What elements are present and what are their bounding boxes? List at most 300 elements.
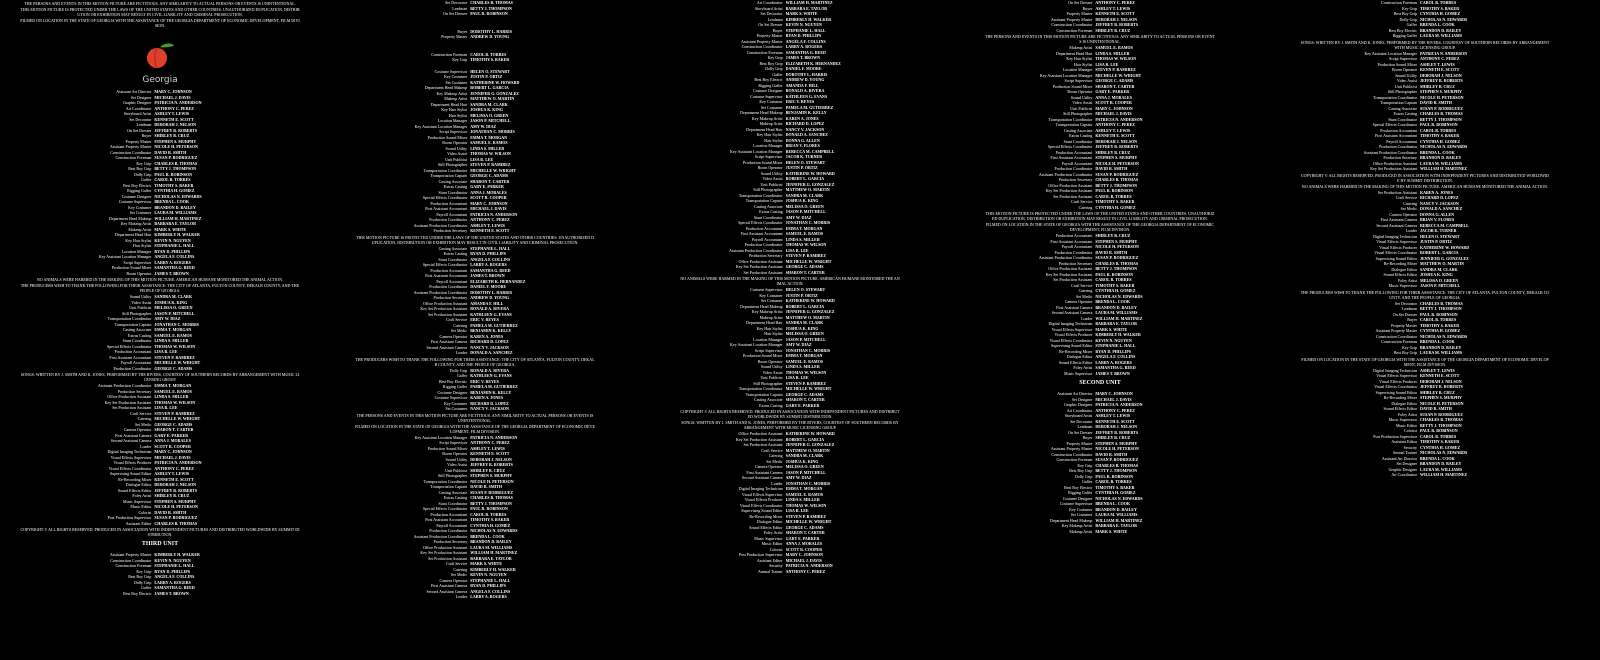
credit-name: ANGELA F. COLLINS <box>154 574 195 579</box>
credit-name: SAMUEL E. RAMOS <box>154 332 192 338</box>
credit-role: Craft Service <box>1071 199 1093 204</box>
credit-name: BARBARA E. TAYLOR <box>1095 321 1137 326</box>
credit-role: Set Production Assistant <box>428 555 468 561</box>
credit-name: STEPHEN S. MURPHY <box>1095 440 1138 446</box>
credit-role: Set Costumer <box>760 298 783 303</box>
credit-role: Key Grip <box>1402 344 1417 350</box>
credit-role: Location Manager <box>753 336 783 342</box>
credit-role: Special Effects Coordinator <box>1048 144 1093 149</box>
credit-role: Key Costumer <box>443 400 468 406</box>
credit-name: BRENDA L. COOK <box>1095 501 1130 506</box>
credit-role: Music Editor <box>761 541 783 546</box>
credit-name: JASON P. MITCHELL <box>1420 283 1461 288</box>
credit-name: JACOB K. TURNER <box>785 154 823 159</box>
credit-name: ANDREW D. YOUNG <box>785 77 825 82</box>
credit-name: EMMA T. MORGAN <box>154 383 192 388</box>
credit-role: Unit Publicist <box>445 467 468 473</box>
credit-role: First Assistant Camera <box>1380 217 1417 222</box>
credit-name: DANIEL F. MOORE <box>470 284 507 289</box>
credit-role: Department Head Hair <box>746 126 783 132</box>
credit-name: DAVID R. SMITH <box>1095 166 1128 171</box>
credit-role: Assistant Editor <box>1391 439 1417 444</box>
credit-name: NICOLE H. PETERSON <box>1420 94 1464 100</box>
credit-role: Office Production Assistant <box>1372 160 1417 166</box>
credit-name: PATRICIA N. ANDERSON <box>1095 116 1143 122</box>
credit-name: PAUL R. ROBINSON <box>1420 428 1458 433</box>
credit-name: EMMA T. MORGAN <box>470 134 508 140</box>
credit-name: DAVID R. SMITH <box>1095 451 1128 457</box>
credit-role: Script Supervisor <box>439 440 468 445</box>
credit-name: BRANDON D. BAILEY <box>154 204 196 210</box>
credit-name: AMY W. DIAZ <box>785 214 812 220</box>
credit-name: JEFFREY R. ROBERTS <box>470 462 513 467</box>
credit-name: SANDRA M. CLARK <box>154 294 193 299</box>
credit-name: ANGELA F. COLLINS <box>470 256 511 262</box>
credit-role: Camera Operator <box>439 333 468 339</box>
credit-name: LARRY A. ROGERS <box>154 579 191 585</box>
credit-name: ANDREW D. YOUNG <box>470 34 509 39</box>
credit-name: JAMES T. BROWN <box>785 55 821 60</box>
credit-role: Video Assist <box>447 151 468 156</box>
credit-name: BETTY J. THOMPSON <box>1095 468 1138 473</box>
credit-name: SUSAN P. RODRIGUEZ <box>154 155 198 160</box>
credit-role: Best Boy Grip <box>1069 468 1093 473</box>
credit-role: Set Medic <box>1400 206 1417 211</box>
credit-name: CHARLES B. THOMAS <box>470 495 513 500</box>
credit-role: Unit Publicist <box>1394 83 1417 89</box>
credit-role: Still Photographer <box>122 310 152 316</box>
credit-role: Camera Operator <box>123 427 152 432</box>
credit-role: Production Coordinator <box>429 217 468 222</box>
credit-name: SANDRA M. CLARK <box>1420 266 1458 272</box>
credits-paragraph: THE PRODUCERS WISH TO THANK THE FOLLOWING FOR THEIR ASSISTANCE: THE CITY OF ATLANTA, FULTON COUNTY, DEKALB COUNTY, AND THE PEOPLE OF GEORGIA. <box>1300 289 1550 300</box>
credit-name: GEORGE C. ADAMS <box>470 173 509 178</box>
credit-role: Sound Effects Editor <box>1383 406 1417 411</box>
credit-role: Location Manager <box>753 143 783 148</box>
credit-name: ROBERT L. GARCIA <box>785 436 825 442</box>
credit-name: RYAN D. PHILLIPS <box>154 568 190 574</box>
credit-role: Construction Coordinator <box>110 149 152 155</box>
credit-name: CHARLES B. THOMAS <box>1420 111 1463 116</box>
credit-name: KATHERINE W. HOWARD <box>785 431 835 436</box>
credit-role: Property Master <box>441 34 468 39</box>
credit-name: RONALD A. RIVERA <box>470 367 509 373</box>
credit-role: Music Supervisor <box>1388 283 1417 288</box>
credit-role: On Set Dresser <box>758 22 783 27</box>
credit-role: Dolly Grip <box>449 367 468 373</box>
credit-name: BETTY J. THOMPSON <box>1420 422 1462 428</box>
credit-name: ANTHONY C. PEREZ <box>1095 122 1135 127</box>
credit-name: MARY C. JOHNSON <box>470 200 508 206</box>
credit-role: Dialogue Editor <box>1391 266 1417 272</box>
credit-role: Key Set Production Assistant <box>735 264 783 269</box>
credit-role: Office Production Assistant <box>107 394 152 399</box>
credit-name: PATRICIA N. ANDERSON <box>1095 402 1143 407</box>
credit-name: KEVIN N. NGUYEN <box>154 237 191 243</box>
credit-role: Visual Effects Coordinator <box>1049 337 1093 343</box>
credit-name: DEBORAH J. NELSON <box>1420 378 1462 384</box>
credit-name: BRANDON D. BAILEY <box>1420 344 1462 350</box>
credit-row <box>355 57 595 63</box>
credit-role: Boom Operator <box>757 358 783 364</box>
credit-row <box>680 270 900 276</box>
credit-role: Costume Designer <box>437 389 468 395</box>
credit-name: GEORGE C. ADAMS <box>785 264 824 269</box>
credit-name: BRANDON D. BAILEY <box>1420 461 1462 466</box>
credit-role: Stunt Coordinator <box>1388 116 1417 122</box>
credit-role: Second Assistant Camera <box>741 475 783 480</box>
credit-name: LINDA S. MILLER <box>470 145 505 151</box>
credit-role: Costume Supervisor <box>434 395 468 400</box>
credit-role: Transportation Coordinator <box>423 167 468 173</box>
credit-role: Supervising Sound Editor <box>1375 255 1417 261</box>
credit-role: Best Boy Electric <box>1388 27 1417 33</box>
credit-name: MICHELLE W. WRIGHT <box>785 519 832 524</box>
credit-name: MARK S. WHITE <box>1095 528 1128 534</box>
credit-name: LAURA M. WILLIAMS <box>154 210 197 215</box>
credit-role: Still Photographer <box>1063 111 1093 116</box>
credit-name: GARY E. PARKER <box>785 402 820 408</box>
credit-role: Visual Effects Supervisor <box>110 454 152 460</box>
credit-role: Payroll Accountant <box>120 360 152 365</box>
credit-role: Graphic Designer <box>1064 402 1093 407</box>
credit-role: Unit Publicist <box>129 305 152 310</box>
credit-name: SHARON T. CARTER <box>154 427 194 432</box>
credit-role: Production Secretary <box>1383 155 1417 160</box>
credit-role: Dolly Grip <box>133 171 152 177</box>
credit-role: Sound Utility <box>1395 72 1417 78</box>
credit-role: Set Costumer <box>1070 512 1093 517</box>
credit-name: BARBARA E. TAYLOR <box>1095 523 1137 528</box>
credit-name: STEPHEN S. MURPHY <box>1420 395 1462 400</box>
credit-name: ANNA J. MORALES <box>470 189 507 195</box>
credit-role: Supervising Sound Editor <box>1375 389 1417 395</box>
credit-name: LISA R. LEE <box>785 375 809 380</box>
credit-name: SAMUEL E. RAMOS <box>785 231 824 236</box>
credit-role: Assistant Art Director <box>1381 455 1417 461</box>
credit-role: Best Boy Grip <box>128 574 152 579</box>
credit-name: KIMBERLY H. WALKER <box>154 552 200 557</box>
credit-name: JOSHUA K. KING <box>785 458 819 464</box>
credit-role: Set Designer <box>130 94 152 100</box>
credit-name: KIMBERLY H. WALKER <box>154 232 200 237</box>
credit-name: PATRICIA N. ANDERSON <box>470 434 518 440</box>
credit-role: Assistant Production Coordinator <box>729 247 783 253</box>
credit-role: Costume Supervisor <box>750 93 783 99</box>
section-heading-third-unit: THIRD UNIT <box>141 541 179 547</box>
credit-name: EMMA T. MORGAN <box>785 486 823 491</box>
credit-name: JEFFREY R. ROBERTS <box>154 127 198 133</box>
credit-name: RONALD A. RIVERA <box>785 88 825 93</box>
credit-name: JONATHAN C. MORRIS <box>785 480 831 486</box>
credit-role: Production Sound Mixer <box>427 445 468 451</box>
credit-name: CYNTHIA H. GOMEZ <box>1095 288 1136 293</box>
credit-role: Key Set Production Assistant <box>420 550 468 555</box>
credit-role: Transportation Coordinator <box>738 386 783 391</box>
credit-role: Stunt Coordinator <box>438 256 468 262</box>
credit-role: Storyboard Artist <box>123 111 152 116</box>
credit-role: Dolly Grip <box>765 66 783 71</box>
credit-role: Assistant Property Master <box>109 144 152 149</box>
credit-name: STEVEN P. RAMIREZ <box>154 354 195 360</box>
credit-name: BRANDON D. BAILEY <box>1095 304 1137 310</box>
credit-role: Transportation Captain <box>430 484 468 489</box>
credit-name: MATTHEW O. MARTIN <box>785 447 830 453</box>
credit-role: Dolly Grip <box>133 579 152 585</box>
credit-role: Key Assistant Location Manager <box>730 342 783 347</box>
credit-name: BENJAMIN K. KELLY <box>785 110 827 115</box>
credit-role: Boom Operator <box>442 140 468 145</box>
credit-role: Catering <box>453 566 468 572</box>
credit-role: Set Production Assistant <box>1053 277 1093 282</box>
credits-paragraph: FILMED ON LOCATION IN THE STATE OF GEORGIA WITH THE ASSISTANCE OF THE GEORGIA DEPARTMENT OF ECONOMIC DEVELOPMENT, FILM DIVISION. <box>985 222 1215 232</box>
credit-name: THOMAS W. WILSON <box>785 369 827 375</box>
credit-name: MARK S. WHITE <box>470 561 503 566</box>
credit-name: STEPHANIE L. HALL <box>1095 343 1136 348</box>
credit-name: LISA R. LEE <box>785 508 809 513</box>
credits-paragraph: THE PERSONS AND EVENTS IN THIS MOTION PICTURE ARE FICTITIOUS. ANY SIMILARITY TO ACTUAL PERSONS OR EVENTS IS UNINTENTIONAL. <box>985 34 1215 44</box>
credit-name: DOROTHY L. HARRIS <box>470 289 512 295</box>
credit-name: NICHOLAS N. EDWARDS <box>154 193 202 199</box>
credit-role: Production Secretary <box>1058 177 1093 182</box>
credit-role: Extras Casting <box>443 184 468 189</box>
credit-role: Department Head Makeup <box>740 303 783 309</box>
credit-name: DONALD A. SANCHEZ <box>785 132 828 137</box>
credit-role: Dolly Grip <box>1399 16 1417 22</box>
credit-name: DEBORAH J. NELSON <box>154 482 197 487</box>
credit-name: CYNTHIA H. GOMEZ <box>470 522 511 528</box>
credit-role: Dialogue Editor <box>756 519 783 524</box>
credit-role: Key Set Production Assistant <box>735 436 783 442</box>
credit-name: JONATHAN C. MORRIS <box>785 347 831 353</box>
credit-role: Set Medic <box>1076 293 1093 299</box>
credit-name: CAROL B. TORRES <box>470 51 507 57</box>
credit-name: BARBARA E. TAYLOR <box>785 5 828 11</box>
credit-role: Music Supervisor <box>1388 417 1417 422</box>
credit-name: SAMUEL E. RAMOS <box>785 358 824 364</box>
credit-name: WILLIAM H. MARTINEZ <box>154 215 202 221</box>
credit-role: First Assistant Accountant <box>1050 238 1093 244</box>
credit-name: RICHARD D. LOPEZ <box>1420 195 1459 200</box>
credit-role: Production Sound Mixer <box>743 159 783 165</box>
credit-role: Rigging Gaffer <box>442 384 468 389</box>
credit-name: KATHLEEN G. EVANS <box>470 373 512 378</box>
credit-role: Casting Associate <box>754 397 783 402</box>
credit-name: KIMBERLY H. WALKER <box>785 16 832 22</box>
credit-role: Video Assist <box>131 299 152 305</box>
credit-role: Sound Utility <box>1070 94 1093 100</box>
credit-role: First Assistant Camera <box>115 432 152 438</box>
credit-name: KATHLEEN G. EVANS <box>785 93 828 99</box>
credit-name: BRANDON D. BAILEY <box>1420 155 1462 160</box>
credit-name: JUSTIN P. ORTIZ <box>1420 239 1453 244</box>
credits-paragraph: SONGS: WRITTEN BY J. SMITH AND K. JONES, PERFORMED BY THE RIVERS, COURTESY OF SOUTHERN RECORDS BY ARRANGEMENT WITH MUSIC LICENSING GROUP. <box>20 372 300 382</box>
credit-role: Catering <box>1078 288 1093 293</box>
credit-name: DONALD A. SANCHEZ <box>1420 206 1463 211</box>
credit-role: Set Decorator <box>1070 418 1093 424</box>
credit-name: CYNTHIA H. GOMEZ <box>1420 138 1461 144</box>
credits-paragraph: THE PRODUCERS WISH TO THANK THE FOLLOWING FOR THEIR ASSISTANCE: THE CITY OF ATLANTA, FULTON COUNTY, DEKALB COUNTY, AND THE PEOPLE OF GEORGIA. <box>355 356 595 367</box>
credit-name: JEFFREY R. ROBERTS <box>1420 384 1463 389</box>
credit-role: Catering <box>768 453 783 458</box>
credits-paragraph: THE PERSONS AND EVENTS IN THIS MOTION PICTURE ARE FICTITIOUS. ANY SIMILARITY TO ACTUAL PERSONS OR EVENTS IS UNINTENTIONAL. <box>24 1 296 6</box>
credit-name: DAVID R. SMITH <box>470 484 503 489</box>
credit-row <box>1300 166 1550 172</box>
credit-name: ROBERT L. GARCIA <box>785 303 825 309</box>
credit-role: Extras Casting <box>1393 111 1417 116</box>
credit-role: Production Sound Mixer <box>427 134 468 140</box>
credit-row <box>680 403 900 409</box>
credit-role: Visual Effects Producer <box>744 497 783 502</box>
credit-row <box>20 591 300 597</box>
credit-role: Production Coordinator <box>429 284 468 289</box>
credit-name: SHARON T. CARTER <box>470 178 510 184</box>
credit-role: First Assistant Accountant <box>425 273 468 278</box>
credit-name: JASON P. MITCHELL <box>154 310 195 316</box>
credit-name: SCOTT R. COOPER <box>1095 100 1132 105</box>
credit-name: ANTHONY C. PEREZ <box>785 568 826 574</box>
credit-name: JEFFREY R. ROBERTS <box>1420 78 1463 83</box>
credit-name: RYAN D. PHILLIPS <box>470 251 506 256</box>
credit-name: BRENDA L. COOK <box>1420 149 1455 155</box>
credits-paragraph: SONGS: WRITTEN BY J. SMITH AND K. JONES, PERFORMED BY THE RIVERS, COURTESY OF SOUTHERN RECORDS BY ARRANGEMENT WITH MUSIC LICENSING GROUP. <box>1300 39 1550 50</box>
credit-name: KATHERINE W. HOWARD <box>470 79 520 85</box>
credit-name: JAMES T. BROWN <box>154 270 189 276</box>
credit-role: Location Manager <box>437 118 468 123</box>
credit-role: Second Assistant Camera <box>1051 310 1093 315</box>
credit-role: Production Accountant <box>1055 233 1093 238</box>
credit-name: LISA R. LEE <box>154 405 178 410</box>
credit-name: SHIRLEY B. CRUZ <box>1095 149 1131 155</box>
credit-role: Property Master <box>1066 11 1093 16</box>
credit-role: Visual Effects Producer <box>1054 332 1093 337</box>
credit-name: KATHERINE W. HOWARD <box>785 298 835 303</box>
credits-paragraph: NO ANIMALS WERE HARMED IN THE MAKING OF THIS MOTION PICTURE. AMERICAN HUMANE MONITORED THE ANIMAL ACTION. <box>1301 183 1549 189</box>
credits-paragraph: THIS MOTION PICTURE IS PROTECTED UNDER THE LAWS OF THE UNITED STATES AND OTHER COUNTRIES. UNAUTHORIZED DUPLICATION, DISTRIBUTION OR EXHIBITION MAY RESULT IN CIVIL LIABILITY AND CRIMINAL PROSECUTION. <box>356 234 594 245</box>
credit-name: BRANDON D. BAILEY <box>470 539 512 544</box>
credit-name: NICHOLAS N. EDWARDS <box>1420 144 1468 149</box>
credit-role: Catering <box>453 322 468 328</box>
credit-role: Boom Operator <box>442 451 468 456</box>
credit-role: Buyer <box>1407 317 1417 322</box>
credit-name: CAROL B. TORRES <box>1420 317 1457 322</box>
credit-name: SHIRLEY B. CRUZ <box>1095 435 1131 440</box>
credit-name: STEPHEN S. MURPHY <box>1420 89 1462 94</box>
credit-role: Set Production Assistant <box>428 311 468 317</box>
credit-name: TIMOTHY S. BAKER <box>1420 439 1460 444</box>
credit-role: Production Coordinator <box>744 242 783 247</box>
credit-name: LINDA S. MILLER <box>154 338 189 343</box>
credit-role: Production Accountant <box>430 511 468 517</box>
credit-role: Assistant Production Coordinator <box>1038 171 1093 177</box>
credit-role: Assistant Art Director <box>116 89 152 94</box>
credit-role: Digital Imaging Technician <box>1373 367 1417 373</box>
credit-role: Key Makeup Artist <box>1061 523 1093 528</box>
credit-role: Production Accountant <box>114 349 152 354</box>
credit-name: MICHAEL J. DAVIS <box>154 94 191 100</box>
credit-row <box>1300 33 1550 39</box>
credit-name: KENNETH E. SCOTT <box>1420 67 1460 72</box>
credit-role: Key Assistant Location Manager <box>98 254 152 259</box>
credit-role: On Set Dresser <box>442 11 468 16</box>
credit-role: Makeup Artist <box>444 96 468 101</box>
credit-name: CHARLES B. THOMAS <box>1095 462 1139 468</box>
credit-role: Set Production Assistant <box>743 269 783 275</box>
credit-name: STEPHEN S. MURPHY <box>1095 238 1138 244</box>
credit-role: Extras Casting <box>1068 133 1093 138</box>
credit-role: Set Production Assistant <box>112 405 152 410</box>
credit-role: Production Secretary <box>1058 260 1093 266</box>
credit-name: SANDRA M. CLARK <box>785 192 824 198</box>
credit-role: Special Effects Coordinator <box>422 506 468 511</box>
credit-name: EMMA T. MORGAN <box>785 225 823 231</box>
credit-role: Key Hair Stylist <box>1066 56 1093 61</box>
credit-name: BRENDA L. COOK <box>1420 22 1455 27</box>
credit-name: BRENDA L. COOK <box>1420 339 1455 344</box>
credit-role: Buyer <box>1082 5 1093 11</box>
credit-name: RYAN D. PHILLIPS <box>1095 348 1131 354</box>
credit-name: ASHLEY T. LEWIS <box>1420 61 1455 67</box>
credit-name: JEFFREY R. ROBERTS <box>154 487 198 493</box>
credit-name: CAROL B. TORRES <box>1095 479 1132 484</box>
credit-name: CYNTHIA H. GOMEZ <box>154 188 195 193</box>
credit-role: Set Designer <box>1396 461 1417 466</box>
credit-name: KAREN A. JONES <box>785 115 819 121</box>
credits-paragraph: FILMED ON LOCATION IN THE STATE OF GEORGIA WITH THE ASSISTANCE OF THE GEORGIA DEPARTMENT OF ECONOMIC DEVELOPMENT, FILM DIVISION. <box>355 423 595 434</box>
credit-name: PATRICIA N. ANDERSON <box>1420 50 1468 56</box>
credit-name: KEVIN N. NGUYEN <box>154 557 191 563</box>
credit-role: Hair Stylist <box>448 112 468 118</box>
credit-name: SUSAN P. RODRIGUEZ <box>1420 411 1463 417</box>
credit-name: ASHLEY T. LEWIS <box>154 471 190 476</box>
credit-name: MELISSA O. GREEN <box>1420 277 1459 283</box>
credit-name: MATTHEW O. MARTIN <box>785 187 830 192</box>
credit-role: Set Medic <box>450 328 468 333</box>
credit-role: Dialogue Editor <box>125 482 152 487</box>
credit-role: Office Production Assistant <box>1048 182 1093 188</box>
credit-role: Art Coordinator <box>756 0 783 5</box>
credit-role: Gaffer <box>1082 479 1093 484</box>
credit-name: NICOLE H. PETERSON <box>1095 160 1139 166</box>
credit-role: Animal Trainer <box>1392 450 1417 455</box>
credit-role: Production Accountant <box>745 225 783 231</box>
credit-role: Security <box>1403 444 1417 450</box>
credit-name: TIMOTHY S. BAKER <box>1095 282 1135 288</box>
credit-role: Second Assistant Camera <box>1376 222 1417 228</box>
credit-name: PAMELA M. GUTIERREZ <box>470 322 518 328</box>
credit-role: Music Supervisor <box>123 498 152 504</box>
credit-name: MELISSA O. GREEN <box>154 305 193 310</box>
credit-role: Construction Foreman <box>1381 0 1417 5</box>
credit-role: Assistant Art Director <box>1057 391 1093 396</box>
credit-name: ANTHONY C. PEREZ <box>470 440 510 445</box>
credit-role: Video Assist <box>762 176 783 181</box>
credit-role: Casting Associate <box>1063 127 1093 133</box>
credit-role: First Assistant Camera <box>430 339 468 344</box>
credit-role: Construction Coordinator <box>1376 333 1417 339</box>
credit-role: Production Coordinator <box>113 365 152 371</box>
credit-role: Makeup Artist <box>759 121 783 126</box>
credit-name: EMMA T. MORGAN <box>785 353 823 358</box>
credit-role: Key Makeup Artist <box>751 309 783 314</box>
credit-role: Unit Publicist <box>760 181 783 187</box>
credit-role: Payroll Accountant <box>1061 244 1093 249</box>
credit-role: Key Makeup Artist <box>120 221 152 226</box>
credit-role: Rigging Gaffer <box>1068 490 1093 495</box>
credit-name: ASHLEY T. LEWIS <box>1095 127 1131 133</box>
credit-role: Graphic Designer <box>1388 466 1417 472</box>
credit-role: Camera Operator <box>754 464 783 469</box>
